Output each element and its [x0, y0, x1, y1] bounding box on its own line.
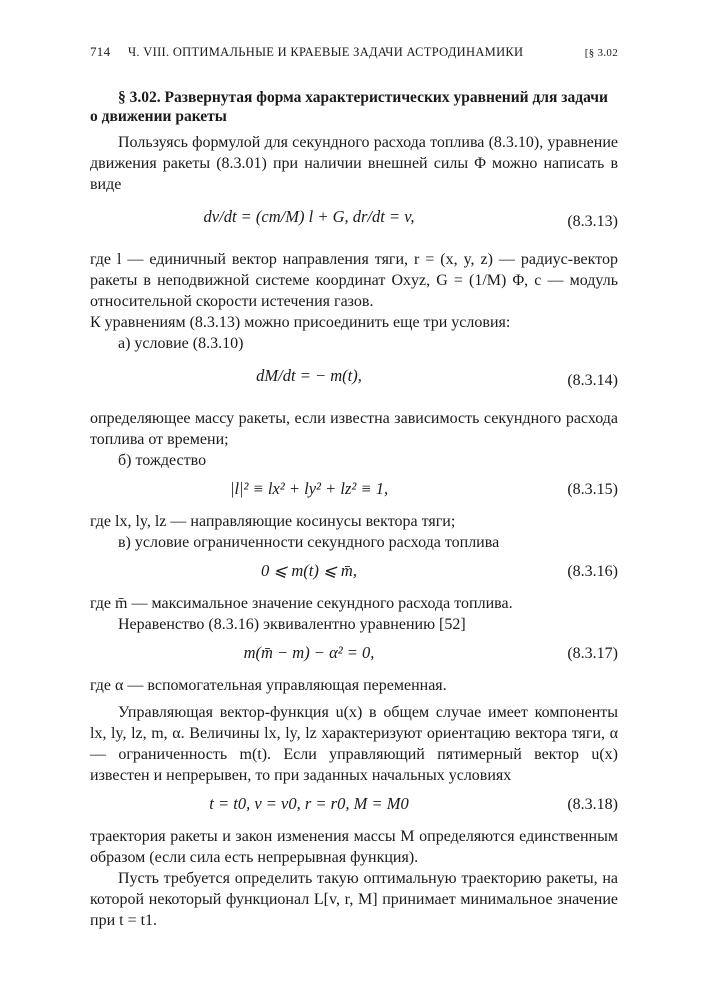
equation-number: (8.3.15): [567, 481, 618, 498]
paragraph-11: где α — вспомогательная управляющая переменная.: [90, 677, 447, 694]
running-header: [90, 44, 618, 66]
paragraph-7: где lx, ly, lz — направляющие косинусы вектора тяги;: [90, 513, 456, 530]
paragraph-6: б) тождество: [118, 452, 207, 469]
paragraph-3: К уравнениям (8.3.13) можно присоединить еще три условия:: [90, 314, 511, 331]
equation-number: (8.3.13): [567, 213, 618, 230]
paragraph-4: а) условие (8.3.10): [118, 335, 244, 352]
equation-8-3-15: [90, 471, 618, 511]
equation-8-3-18: [90, 786, 618, 826]
equation-body: dv/dt = (cm/M) l + G, dr/dt = v,: [203, 207, 415, 226]
equation-body: 0 ⩽ m(t) ⩽ m̄,: [261, 561, 357, 580]
paragraph-5: определяющее массу ракеты, если известна зависимость секундного расхода топлива от времени;: [90, 410, 618, 448]
paragraph-9: где m̄ — максимальное значение секундного расхода топлива.: [90, 595, 513, 612]
page: [90, 44, 618, 931]
paragraph-8: в) условие ограниченности секундного расхода топлива: [118, 534, 500, 551]
equation-body: |l|² ≡ lx² + ly² + lz² ≡ 1,: [229, 479, 389, 498]
paragraph-13: траектория ракеты и закон изменения массы M определяются единственным образом (если сила есть непрерывная функция).: [90, 828, 618, 866]
equation-8-3-14: [90, 354, 618, 408]
page-number: 714: [90, 44, 111, 59]
section-title: § 3.02. Развернутая форма характеристических уравнений для задачи о движении ракеты: [90, 89, 608, 125]
equation-8-3-16: [90, 553, 618, 593]
paragraph-10: Неравенство (8.3.16) эквивалентно уравнению [52]: [118, 616, 466, 633]
equation-body: t = t0, v = v0, r = r0, M = M0: [209, 794, 409, 813]
section-reference: [§ 3.02: [584, 47, 618, 59]
equation-8-3-13: [90, 195, 618, 249]
running-title: Ч. VIII. ОПТИМАЛЬНЫЕ И КРАЕВЫЕ ЗАДАЧИ АСТРОДИНАМИКИ: [128, 45, 524, 59]
paragraph-12: Управляющая вектор-функция u(x) в общем случае имеет компоненты lx, ly, lz, m, α. Величины lx, ly, lz характеризуют ориентацию вектора тяги, α — ограниченность m(t). Если управляющий пятимерный вектор u(x) известен и непрерывен, то при заданных начальных условиях: [90, 704, 618, 784]
equation-number: (8.3.18): [567, 796, 618, 813]
equation-body: m(m̄ − m) − α² = 0,: [243, 643, 375, 662]
equation-number: (8.3.16): [567, 563, 618, 580]
equation-body: dM/dt = − m(t),: [256, 366, 362, 385]
paragraph-1: Пользуясь формулой для секундного расхода топлива (8.3.10), уравнение движения ракеты (8.3.01) при наличии внешней силы Φ можно написать в виде: [90, 134, 618, 193]
paragraph-14: Пусть требуется определить такую оптимальную траекторию ракеты, на которой некоторый функционал L[v, r, M] принимает минимальное значение при t = t1.: [90, 870, 618, 929]
paragraph-2: где l — единичный вектор направления тяги, r = (x, y, z) — радиус-вектор ракеты в неподвижной системе координат Oxyz, G = (1/M) Φ, c — модуль относительной скорости истечения газов.: [90, 251, 618, 310]
equation-number: (8.3.14): [567, 372, 618, 389]
equation-8-3-17: [90, 635, 618, 675]
equation-number: (8.3.17): [567, 645, 618, 662]
